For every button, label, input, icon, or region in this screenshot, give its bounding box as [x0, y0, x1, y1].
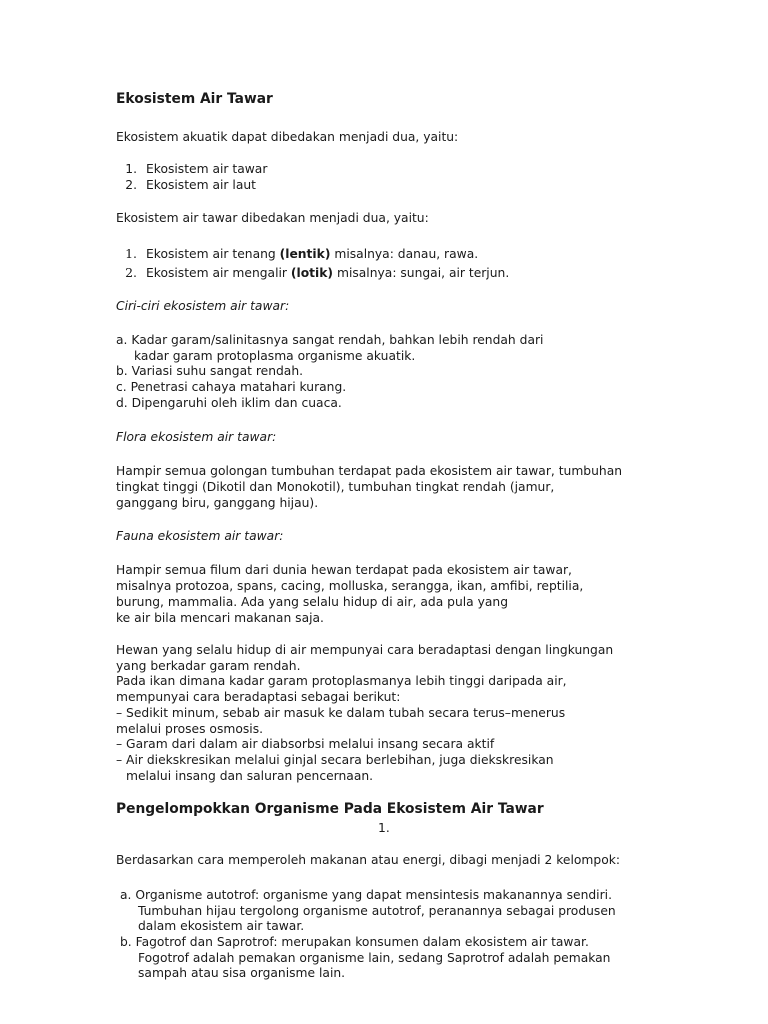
ciri-line: c. Penetrasi cahaya matahari kurang.	[116, 380, 347, 394]
group-line: Fogotrof adalah pemakan organisme lain, sedang Saprotrof adalah pemakan	[138, 951, 611, 965]
adapt-line: melalui proses osmosis.	[116, 722, 264, 736]
group-line: a. Organisme autotrof: organisme yang dapat mensintesis makanannya sendiri.	[120, 888, 612, 902]
intro2-paragraph: Ekosistem air tawar dibedakan menjadi dua, yaitu:	[116, 211, 429, 225]
group-line: dalam ekosistem air tawar.	[138, 919, 305, 933]
section2-intro: Berdasarkan cara memperoleh makanan atau energi, dibagi menjadi 2 kelompok:	[116, 853, 620, 867]
list-item: 2. Ekosistem air laut	[125, 178, 256, 192]
adapt-line: mempunyai cara beradaptasi sebagai berikut:	[116, 690, 401, 704]
adapt-line: Hewan yang selalu hidup di air mempunyai cara beradaptasi dengan lingkungan	[116, 643, 614, 657]
adapt-line: – Sedikit minum, sebab air masuk ke dalam tubah secara terus–menerus	[116, 706, 566, 720]
adapt-line: yang berkadar garam rendah.	[116, 659, 301, 673]
ciri-line: kadar garam protoplasma organisme akuatik.	[134, 349, 416, 363]
page-title: Ekosistem Air Tawar	[116, 91, 273, 107]
flora-heading: Flora ekosistem air tawar:	[116, 430, 277, 444]
fauna-heading: Fauna ekosistem air tawar:	[116, 529, 284, 543]
fauna-line: misalnya protozoa, spans, cacing, molluska, serangga, ikan, amfibi, reptilia,	[116, 579, 584, 593]
list-item: 2. Ekosistem air mengalir (lotik) misalnya: sungai, air terjun.	[125, 265, 510, 280]
section2-number: 1.	[378, 821, 390, 835]
fauna-line: burung, mammalia. Ada yang selalu hidup di air, ada pula yang	[116, 595, 509, 609]
flora-line: ganggang biru, ganggang hijau).	[116, 496, 319, 510]
fauna-line: ke air bila mencari makanan saja.	[116, 611, 324, 625]
adapt-line: Pada ikan dimana kadar garam protoplasmanya lebih tinggi daripada air,	[116, 674, 567, 688]
list-item: 1. Ekosistem air tenang (lentik) misalnya: danau, rawa.	[125, 246, 479, 261]
list-item: 1. Ekosistem air tawar	[125, 162, 268, 176]
flora-line: tingkat tinggi (Dikotil dan Monokotil), tumbuhan tingkat rendah (jamur,	[116, 480, 555, 494]
fauna-line: Hampir semua filum dari dunia hewan terdapat pada ekosistem air tawar,	[116, 563, 572, 577]
ciri-heading: Ciri-ciri ekosistem air tawar:	[116, 299, 290, 313]
adapt-line: – Air diekskresikan melalui ginjal secara berlebihan, juga diekskresikan	[116, 753, 554, 767]
group-line: Tumbuhan hijau tergolong organisme autotrof, peranannya sebagai produsen	[138, 904, 616, 918]
intro-paragraph: Ekosistem akuatik dapat dibedakan menjadi dua, yaitu:	[116, 130, 459, 144]
group-line: b. Fagotrof dan Saprotrof: merupakan konsumen dalam ekosistem air tawar.	[120, 935, 589, 949]
ciri-line: b. Variasi suhu sangat rendah.	[116, 364, 304, 378]
ciri-line: a. Kadar garam/salinitasnya sangat rendah, bahkan lebih rendah dari	[116, 333, 544, 347]
section2-title: Pengelompokkan Organisme Pada Ekosistem Air Tawar	[116, 801, 544, 817]
adapt-line: – Garam dari dalam air diabsorbsi melalui insang secara aktif	[116, 737, 495, 751]
adapt-line: melalui insang dan saluran pencernaan.	[126, 769, 374, 783]
ciri-line: d. Dipengaruhi oleh iklim dan cuaca.	[116, 396, 342, 410]
group-line: sampah atau sisa organisme lain.	[138, 966, 346, 980]
flora-line: Hampir semua golongan tumbuhan terdapat pada ekosistem air tawar, tumbuhan	[116, 464, 623, 478]
